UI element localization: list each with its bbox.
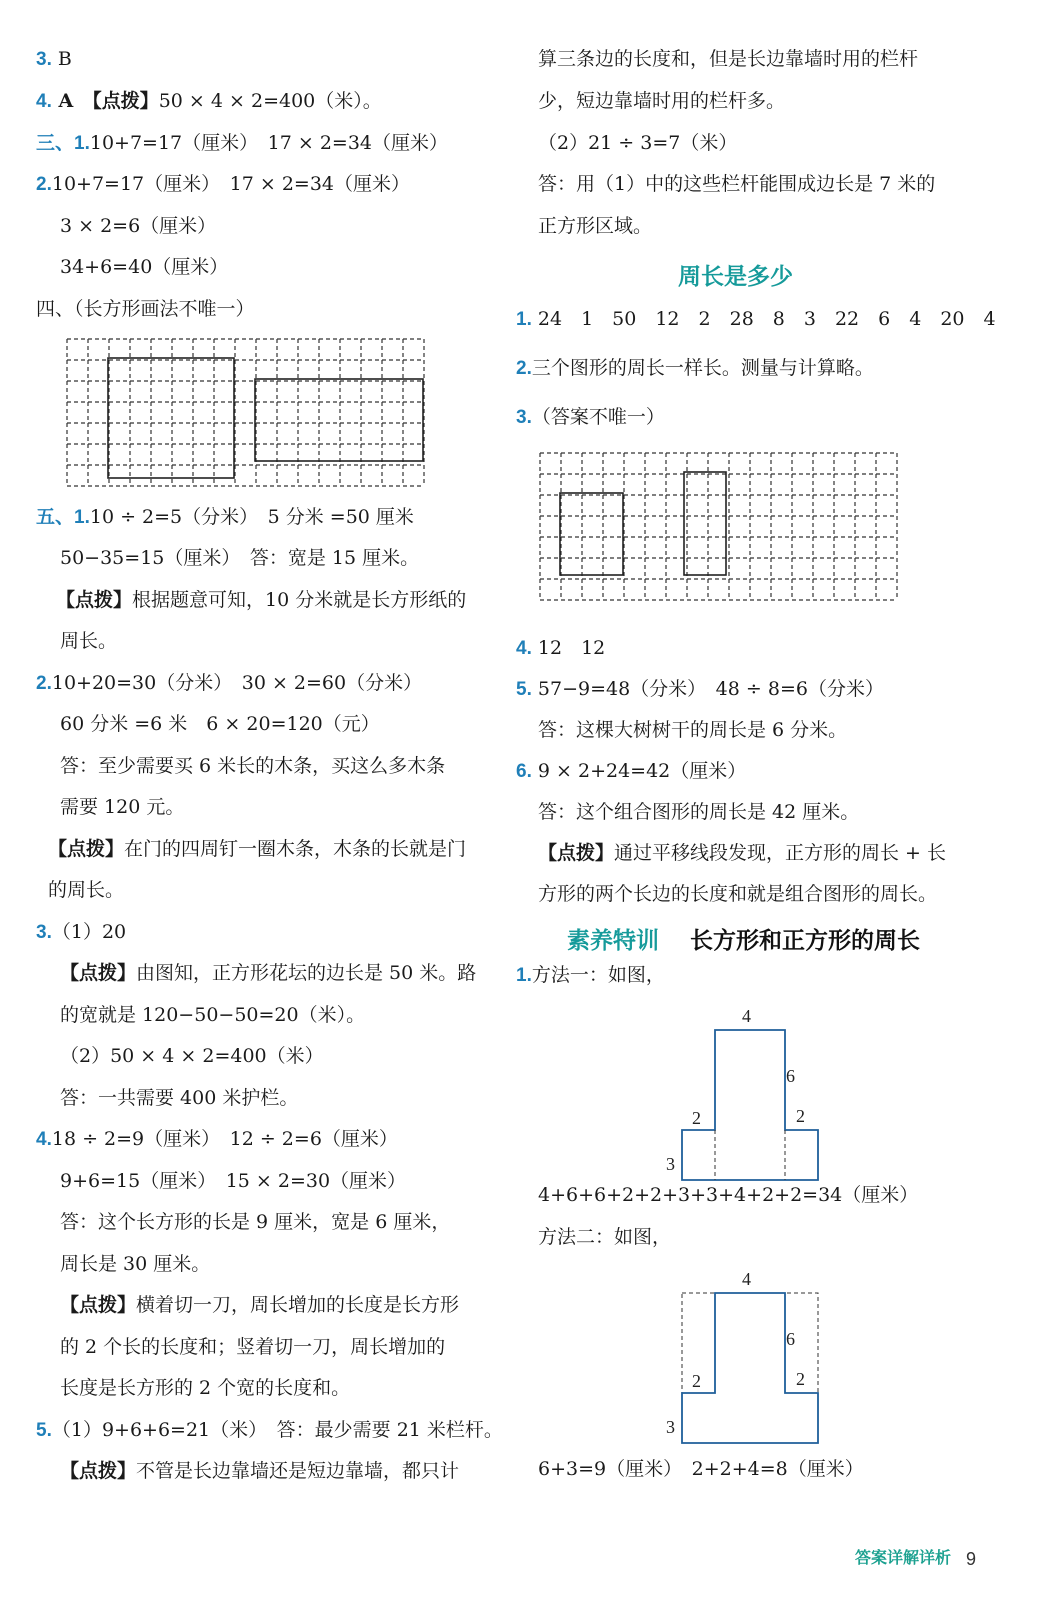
text-line: 答：至少需要买 6 米长的木条，买这么多木条 [60, 755, 446, 777]
composite-shape-outline [682, 1030, 818, 1180]
text-line: 答：用（1）中的这些栏杆能围成边长是 7 米的 [538, 173, 936, 195]
text-line: 34+6=40（厘米） [60, 256, 229, 278]
label-base: 3 [666, 1154, 675, 1174]
perimeter-q6: 6. 9 × 2+24=42（厘米） [516, 760, 747, 782]
answer-3: 3. B [36, 48, 72, 70]
section-heading-title: 长方形和正方形的周长 [690, 927, 920, 953]
section-heading-perimeter: 周长是多少 [678, 263, 793, 289]
grid-figure-rectangles [66, 338, 440, 502]
text-line: 少，短边靠墙时用的栏杆多。 [538, 90, 786, 112]
label-right-step: 2 [796, 1369, 805, 1389]
text-line: 4+6+6+2+2+3+3+4+2+2=34（厘米） [538, 1184, 919, 1206]
text-line: 的宽就是 120−50−50=20（米）。 [60, 1004, 366, 1026]
hint-line: 【点拨】在门的四周钉一圈木条，木条的长就是门 [48, 838, 467, 860]
section-4-heading: 四、（长方形画法不唯一） [36, 298, 255, 320]
text-line: （2）50 × 4 × 2=400（米） [60, 1045, 324, 1067]
footer-label: 答案详解详析 [854, 1550, 951, 1567]
text-line: 的 2 个长的长度和；竖着切一刀，周长增加的 [60, 1336, 446, 1358]
rectangle-1 [108, 358, 234, 478]
section-5-q4: 4.18 ÷ 2=9（厘米） 12 ÷ 2=6（厘米） [36, 1128, 398, 1150]
text-line: 答：一共需要 400 米护栏。 [60, 1087, 299, 1109]
text-line: 6+3=9（厘米） 2+2+4=8（厘米） [538, 1458, 864, 1480]
text-line: 方法二：如图， [538, 1226, 672, 1248]
section-5-q1: 五、1.10 ÷ 2=5（分米） 5 分米 =50 厘米 [36, 506, 414, 528]
perimeter-q3: 3.（答案不唯一） [516, 406, 665, 428]
perimeter-q5: 5. 57−9=48（分米） 48 ÷ 8=6（分米） [516, 678, 884, 700]
perimeter-q2: 2.三个图形的周长一样长。测量与计算略。 [516, 357, 874, 379]
label-top: 4 [742, 1006, 751, 1026]
section-3-q2: 2.10+7=17（厘米） 17 × 2=34（厘米） [36, 173, 411, 195]
text-line: 50−35=15（厘米） 答：宽是 15 厘米。 [60, 547, 420, 569]
section-5-q3: 3.（1）20 [36, 921, 127, 943]
label-right: 6 [786, 1066, 795, 1086]
grid-figure-rectangles-2 [539, 452, 913, 616]
label-right: 6 [786, 1329, 795, 1349]
text-line: 答：这棵大树树干的周长是 6 分米。 [538, 719, 848, 741]
rectangle-a [560, 493, 623, 575]
text-line: 60 分米 =6 米 6 × 20=120（元） [60, 713, 380, 735]
section-3-q1: 三、1.10+7=17（厘米） 17 × 2=34（厘米） [36, 132, 449, 154]
text-line: 周长。 [60, 630, 118, 652]
label-left-step: 2 [692, 1108, 701, 1128]
text-line: 需要 120 元。 [60, 796, 185, 818]
text-line: 算三条边的长度和，但是长边靠墙时用的栏杆 [538, 48, 919, 70]
text-line: 答：这个组合图形的周长是 42 厘米。 [538, 801, 860, 823]
label-top: 4 [742, 1269, 751, 1289]
hint-line: 【点拨】由图知，正方形花坛的边长是 50 米。路 [60, 962, 477, 984]
page-number: 9 [965, 1549, 976, 1569]
figure-method-2 [660, 1263, 840, 1448]
answer-4: 4. A 【点拨】50 × 4 × 2=400（米）。 [36, 90, 382, 112]
text-line: 9+6=15（厘米） 15 × 2=30（厘米） [60, 1170, 407, 1192]
rectangle-2 [255, 379, 423, 461]
perimeter-q4: 4. 12 12 [516, 637, 606, 659]
text-line: 答：这个长方形的长是 9 厘米，宽是 6 厘米， [60, 1211, 451, 1233]
text-line: （2）21 ÷ 3=7（米） [538, 132, 738, 154]
hint-line: 【点拨】根据题意可知，10 分米就是长方形纸的 [56, 589, 467, 611]
text-line: 周长是 30 厘米。 [60, 1253, 211, 1275]
training-q1: 1.方法一：如图， [516, 964, 665, 986]
section-heading-training: 素养特训 [567, 927, 659, 953]
section-5-q2: 2.10+20=30（分米） 30 × 2=60（分米） [36, 672, 423, 694]
label-base: 3 [666, 1417, 675, 1437]
text-line: 的周长。 [48, 879, 125, 901]
text-line: 长度是长方形的 2 个宽的长度和。 [60, 1377, 351, 1399]
perimeter-q1: 1. 24 1 50 12 2 28 8 3 22 6 4 20 4 [516, 308, 996, 330]
composite-shape-outline [682, 1293, 818, 1443]
figure-method-1 [660, 1000, 840, 1185]
label-left-step: 2 [692, 1371, 701, 1391]
section-5-q5: 5.（1）9+6+6=21（米） 答：最少需要 21 米栏杆。 [36, 1419, 503, 1441]
label-right-step: 2 [796, 1106, 805, 1126]
hint-line: 【点拨】不管是长边靠墙还是短边靠墙，都只计 [60, 1460, 460, 1482]
rectangle-b [684, 472, 726, 575]
hint-line: 【点拨】横着切一刀，周长增加的长度是长方形 [60, 1294, 460, 1316]
text-line: 3 × 2=6（厘米） [60, 215, 217, 237]
text-line: 方形的两个长边的长度和就是组合图形的周长。 [538, 883, 938, 905]
text-line: 正方形区域。 [538, 215, 653, 237]
hint-line: 【点拨】通过平移线段发现，正方形的周长 + 长 [538, 842, 947, 864]
